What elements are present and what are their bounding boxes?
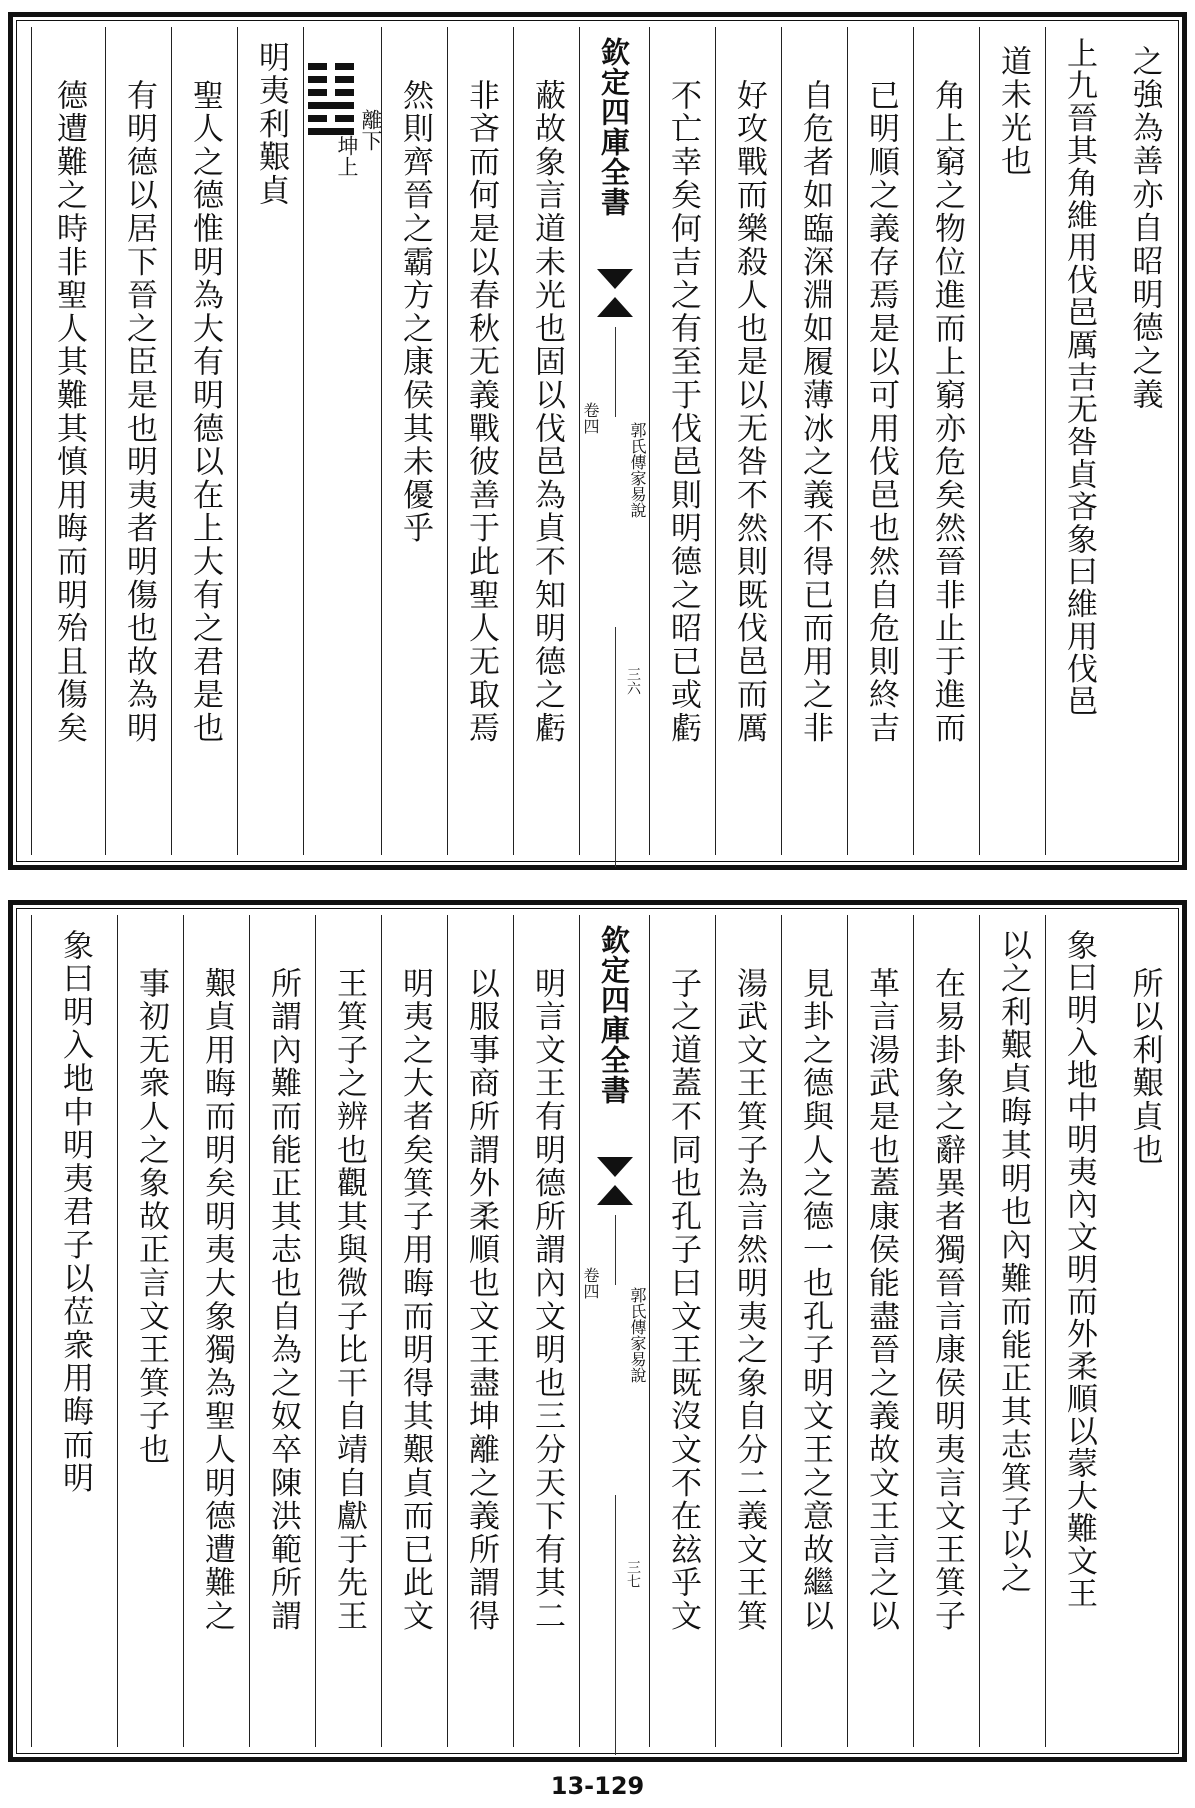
text-column (513, 27, 579, 855)
column-text: 明夷利艱貞 (253, 41, 289, 208)
text-column (183, 915, 249, 1747)
lower-trigram-label: 離下 (359, 109, 383, 151)
text-column (117, 915, 183, 1747)
column-text: 上九晉其角維用伐邑厲吉无咎貞吝象曰維用伐邑 (1061, 37, 1097, 718)
column-text: 蔽故象言道未光也固以伐邑為貞不知明德之虧 (529, 79, 565, 745)
library-title: 欽定四庫全書 (594, 925, 635, 1105)
hexagram-icon (308, 57, 354, 141)
text-column (315, 915, 381, 1747)
divider (615, 1215, 616, 1285)
column-text: 所謂內難而能正其志也自為之奴卒陳洪範所謂 (265, 967, 301, 1633)
text-column (715, 915, 781, 1747)
column-text: 湯武文王箕子為言然明夷之象自分二義文王箕 (731, 967, 767, 1633)
text-column (979, 915, 1045, 1747)
upper-page-panel (8, 12, 1187, 870)
column-text: 德遭難之時非聖人其難其慎用晦而明殆且傷矣 (51, 79, 87, 745)
divider (615, 627, 616, 867)
lower-page-panel (8, 900, 1187, 1762)
column-text: 明言文王有明德所謂內文明也三分天下有其二 (529, 967, 565, 1633)
column-text: 子之道蓋不同也孔子曰文王既沒文不在玆乎文 (665, 967, 701, 1633)
column-text: 聖人之德惟明為大有明德以在上大有之君是也 (187, 79, 223, 745)
text-column (381, 27, 447, 855)
center-fold-column (579, 915, 649, 1747)
text-column (513, 915, 579, 1747)
text-column (381, 915, 447, 1747)
column-text: 然則齊晉之霸方之康侯其未優乎 (397, 79, 433, 546)
volume-label: 卷四 (581, 402, 600, 434)
column-text: 角上窮之物位進而上窮亦危矣然晉非止于進而 (929, 79, 965, 745)
column-text: 在易卦象之辭異者獨晉言康侯明夷言文王箕子 (929, 967, 965, 1633)
volume-label: 卷四 (581, 1267, 600, 1299)
book-title: 郭氏傳家易說 (628, 1287, 647, 1383)
upper-trigram-label: 坤上 (335, 135, 359, 177)
column-text: 革言湯武是也蓋康侯能盡晉之義故文王言之以 (863, 967, 899, 1633)
text-column (237, 27, 303, 855)
text-column (447, 915, 513, 1747)
column-text: 象曰明入地中明夷內文明而外柔順以蒙大難文王 (1061, 929, 1097, 1610)
page-number: 13-129 (550, 1772, 645, 1800)
column-text: 有明德以居下晉之臣是也明夷者明傷也故為明 (121, 79, 157, 745)
fish-tail-mark-icon (597, 1185, 633, 1205)
column-text: 不亡幸矣何吉之有至于伐邑則明德之昭已或虧 (665, 79, 701, 745)
text-column (105, 27, 171, 855)
text-column (1045, 915, 1111, 1747)
column-text: 之強為善亦自昭明德之義 (1126, 45, 1163, 412)
column-text: 所以利艱貞也 (1126, 967, 1163, 1167)
column-text: 已明順之義存焉是以可用伐邑也然自危則終吉 (863, 79, 899, 745)
leaf-number: 三七 (625, 1560, 641, 1588)
fish-tail-mark-icon (597, 297, 633, 317)
column-text: 象曰明入地中明夷君子以莅衆用晦而明 (57, 929, 93, 1496)
text-column (1111, 27, 1177, 855)
text-column (847, 915, 913, 1747)
column-text: 以服事商所謂外柔順也文王盡坤離之義所謂得 (463, 967, 499, 1633)
text-column (447, 27, 513, 855)
text-column (649, 27, 715, 855)
fish-tail-mark-icon (597, 1157, 633, 1177)
column-text: 道未光也 (995, 45, 1031, 179)
text-column (715, 27, 781, 855)
text-column (249, 915, 315, 1747)
text-column (1045, 27, 1111, 855)
text-column (31, 915, 117, 1747)
text-column (781, 915, 847, 1747)
fish-tail-mark-icon (597, 269, 633, 289)
text-column (913, 27, 979, 855)
leaf-number: 三六 (625, 667, 641, 695)
hexagram-column (303, 27, 381, 855)
column-text: 見卦之德與人之德一也孔子明文王之意故繼以 (797, 967, 833, 1633)
text-column (913, 915, 979, 1747)
divider (615, 1495, 616, 1755)
column-text: 好攻戰而樂殺人也是以无咎不然則既伐邑而厲 (731, 79, 767, 745)
column-text: 非吝而何是以春秋无義戰彼善于此聖人无取焉 (463, 79, 499, 745)
text-column (649, 915, 715, 1747)
text-column (1111, 915, 1177, 1747)
column-text: 明夷之大者矣箕子用晦而明得其艱貞而已此文 (397, 967, 433, 1633)
text-column (31, 27, 105, 855)
center-fold-column (579, 27, 649, 855)
column-text: 事初无衆人之象故正言文王箕子也 (133, 967, 169, 1467)
text-column (781, 27, 847, 855)
text-column (979, 27, 1045, 855)
library-title: 欽定四庫全書 (594, 37, 635, 217)
column-text: 以之利艱貞晦其明也內難而能正其志箕子以之 (995, 929, 1031, 1595)
book-title: 郭氏傳家易說 (628, 422, 647, 518)
column-text: 自危者如臨深淵如履薄冰之義不得已而用之非 (797, 79, 833, 745)
text-column (847, 27, 913, 855)
column-text: 艱貞用晦而明矣明夷大象獨為聖人明德遭難之 (199, 967, 235, 1633)
text-column (171, 27, 237, 855)
column-text: 王箕子之辨也觀其與微子比干自靖自獻于先王 (331, 967, 367, 1633)
divider (615, 327, 616, 417)
